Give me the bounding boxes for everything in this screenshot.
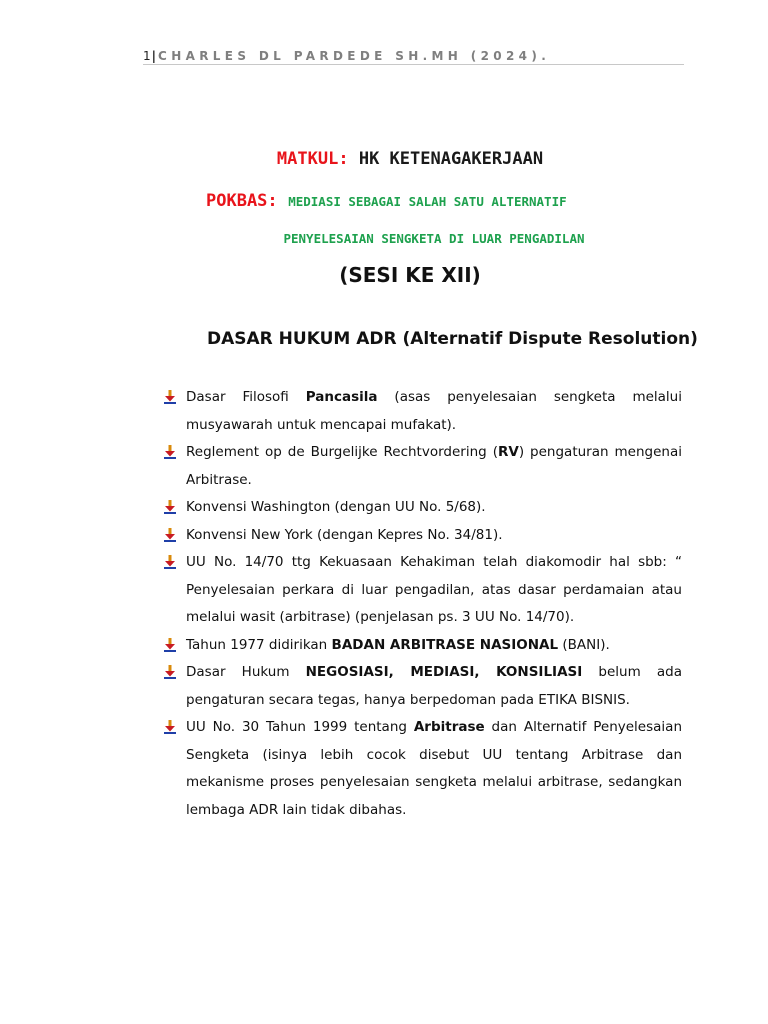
item-text: Dasar Hukum <box>186 664 306 680</box>
arrow-down-icon <box>163 390 177 404</box>
arrow-down-icon <box>163 665 177 679</box>
matkul-label: MATKUL: <box>276 149 349 169</box>
arrow-down-icon <box>163 500 177 514</box>
arrow-down-icon <box>163 555 177 569</box>
item-text: UU No. 14/70 ttg Kekuasaan Kehakiman telah diakomodir hal sbb: “ Penyelesaian perkara di luar pengadilan, atas dasar perdamaian atau melalui wasit (arbitrase) (penjelasan ps. 3 UU No. 14/70). <box>186 554 682 625</box>
arrow-down-icon <box>163 720 177 734</box>
pokbas-text-2: PENYELESAIAN SENGKETA DI LUAR PENGADILAN <box>283 231 585 246</box>
item-text: dan Alternatif Penyelesaian Sengketa (isinya lebih cocok disebut UU tentang Arbitrase dan mekanisme proses penyelesaian sengketa melalui arbitrase, sedangkan lembaga ADR lain tidak dibahas. <box>186 719 682 818</box>
item-text: Konvensi New York (dengan Kepres No. 34/81). <box>186 526 503 543</box>
header-separator: | <box>151 49 157 63</box>
item-text: belum ada pengaturan secara tegas, hanya berpedoman pada ETIKA BISNIS. <box>186 664 682 708</box>
list-item <box>160 384 682 439</box>
page-header <box>143 48 684 65</box>
course-title <box>0 146 768 172</box>
topic-line-1 <box>206 188 567 215</box>
list-item <box>160 439 682 494</box>
item-text: UU No. 30 Tahun 1999 tentang <box>186 719 414 735</box>
list-item <box>160 549 682 632</box>
arrow-down-icon <box>163 528 177 542</box>
item-text: Tahun 1977 didirikan <box>186 636 332 653</box>
item-bold: BADAN ARBITRASE NASIONAL <box>331 636 559 653</box>
item-text: Reglement op de Burgelijke Rechtvordering ( <box>186 444 498 460</box>
list-item <box>160 632 682 660</box>
item-text: Dasar Filosofi <box>186 389 306 405</box>
item-bold: Pancasila <box>305 389 378 405</box>
legal-basis-list <box>160 384 682 824</box>
item-text: (asas penyelesaian sengketa melalui musyawarah untuk mencapai mufakat). <box>186 389 682 433</box>
pokbas-label: POKBAS: <box>206 191 278 211</box>
matkul-value: HK KETENAGAKERJAAN <box>358 149 544 169</box>
arrow-down-icon <box>163 445 177 459</box>
item-text: Konvensi Washington (dengan UU No. 5/68). <box>186 499 486 515</box>
item-text: ) pengaturan mengenai Arbitrase. <box>186 444 682 488</box>
page-number: 1 <box>143 49 151 63</box>
list-item <box>160 714 682 824</box>
header-author: CHARLES DL PARDEDE SH.MH (2024). <box>158 49 551 63</box>
list-item <box>160 522 682 550</box>
item-bold: RV <box>497 444 519 460</box>
pokbas-text-1: MEDIASI SEBAGAI SALAH SATU ALTERNATIF <box>288 194 567 209</box>
list-item <box>160 494 682 522</box>
topic-line-2 <box>0 226 768 252</box>
arrow-down-icon <box>163 638 177 652</box>
item-bold: NEGOSIASI, MEDIASI, KONSILIASI <box>305 664 583 680</box>
session-title: (SESI KE XII) <box>339 263 481 287</box>
section-heading: DASAR HUKUM ADR (Alternatif Dispute Resolution) <box>207 329 698 349</box>
item-text: (BANI). <box>558 636 610 653</box>
list-item <box>160 659 682 714</box>
item-bold: Arbitrase <box>413 719 485 735</box>
